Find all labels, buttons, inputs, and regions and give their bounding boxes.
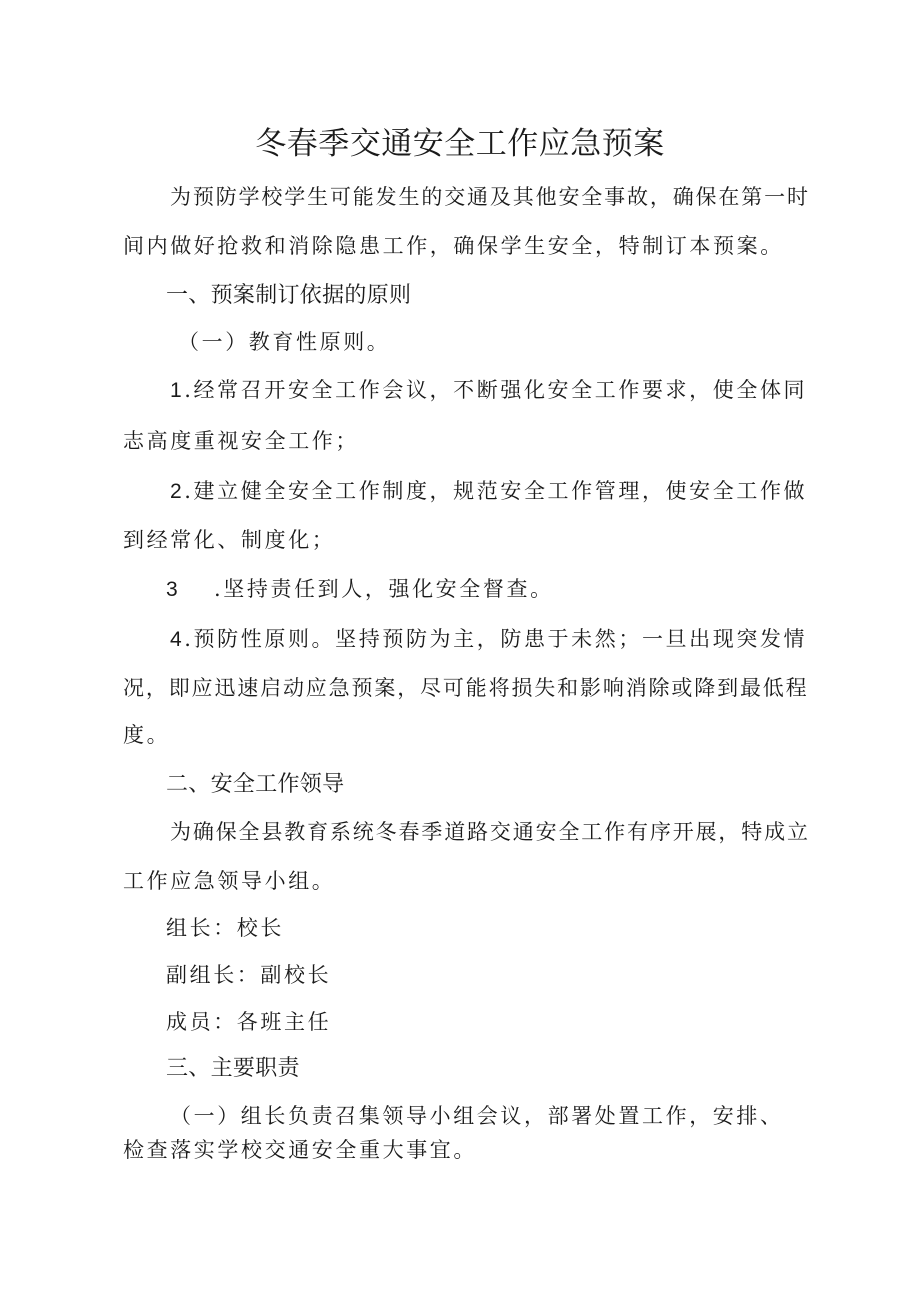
item-3-number: 3 <box>166 578 181 601</box>
item-1-number: 1 <box>170 379 185 402</box>
section-3-heading: 三、主要职责 <box>166 1056 300 1081</box>
item-4-line-2: 况，即应迅速启动应急预案，尽可能将损失和影响消除或降到最低程 <box>123 676 809 700</box>
section-3-sub-1-line-2: 检查落实学校交通安全重大事宜。 <box>123 1138 477 1162</box>
item-2-text: .建立健全安全工作制度，规范安全工作管理，使安全工作做 <box>184 479 808 503</box>
item-3-line-1 <box>166 574 554 605</box>
item-2-number: 2 <box>170 480 185 503</box>
section-1-sub-1: （一）教育性原则。 <box>178 330 391 354</box>
group-members: 成员：各班主任 <box>166 1010 332 1034</box>
item-3-text: .坚持责任到人，强化安全督查。 <box>214 577 554 601</box>
document-title: 冬春季交通安全工作应急预案 <box>255 126 665 162</box>
item-1-line-1 <box>170 375 807 406</box>
item-4-number: 4 <box>170 628 185 651</box>
item-1-text: .经常召开安全工作会议，不断强化安全工作要求，使全体同 <box>184 378 808 402</box>
item-2-line-1 <box>170 476 807 507</box>
group-leader: 组长：校长 <box>166 916 284 940</box>
intro-line-1: 为预防学校学生可能发生的交通及其他安全事故，确保在第一时 <box>170 185 810 209</box>
section-2-heading: 二、安全工作领导 <box>166 772 345 797</box>
section-3-sub-1-line-1: （一）组长负责召集领导小组会议，部署处置工作，安排、 <box>170 1104 784 1128</box>
item-4-line-3: 度。 <box>123 723 171 747</box>
item-4-line-1 <box>170 624 807 655</box>
intro-line-2: 间内做好抢救和消除隐患工作，确保学生安全，特制订本预案。 <box>123 234 784 258</box>
group-deputy: 副组长：副校长 <box>166 963 332 987</box>
section-2-para-line-1: 为确保全县教育系统冬春季道路交通安全工作有序开展，特成立 <box>170 820 810 844</box>
item-1-line-2: 志高度重视安全工作； <box>123 429 359 453</box>
section-1-heading: 一、预案制订依据的原则 <box>166 283 412 308</box>
section-2-para-line-2: 工作应急领导小组。 <box>123 869 336 893</box>
item-2-line-2: 到经常化、制度化； <box>123 528 336 552</box>
item-4-text: .预防性原则。坚持预防为主，防患于未然；一旦出现突发情 <box>184 627 808 651</box>
